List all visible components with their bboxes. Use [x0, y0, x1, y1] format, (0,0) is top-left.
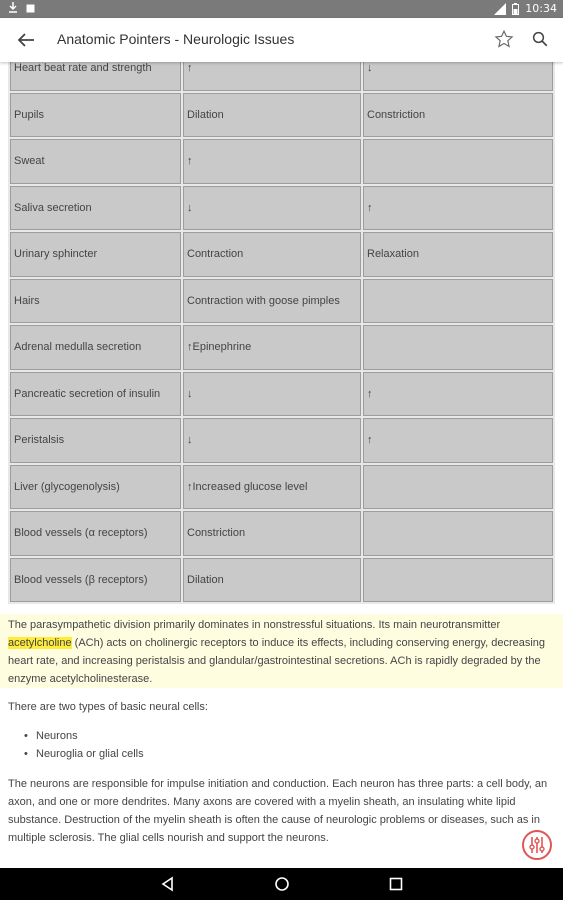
row-label-cell: Sweat: [10, 139, 181, 184]
sympathetic-cell: ↑: [183, 62, 361, 91]
paragraph-text: (ACh) acts on cholinergic receptors to induce its effects, including conserving energy, decreasing heart rate, and increasing peristalsis and glandular/gastrointestinal secretions. ACh is rapidly degraded by the enzyme acetylcholinesterase.: [8, 637, 546, 685]
download-icon: [8, 2, 18, 14]
row-label-cell: Pupils: [10, 93, 181, 138]
highlighted-term[interactable]: acetylcholine: [8, 637, 72, 649]
row-label-cell: Liver (glycogenolysis): [10, 465, 181, 510]
table-row: [10, 558, 553, 603]
table-row: [10, 186, 553, 231]
sympathetic-cell: Dilation: [183, 93, 361, 138]
row-label-cell: Peristalsis: [10, 418, 181, 463]
sympathetic-cell: Contraction with goose pimples: [183, 279, 361, 324]
table-row: [10, 93, 553, 138]
parasympathetic-paragraph: [0, 614, 563, 688]
signal-icon: [494, 3, 506, 15]
parasympathetic-cell: Constriction: [363, 93, 553, 138]
parasympathetic-cell: ↓: [363, 62, 553, 91]
table-row: [10, 325, 553, 370]
neural-cells-list: [36, 727, 144, 763]
list-item: • Neurons: [36, 727, 144, 745]
square-icon: [26, 4, 35, 13]
parasympathetic-cell: [363, 511, 553, 556]
table-row: [10, 465, 553, 510]
row-label-cell: Urinary sphincter: [10, 232, 181, 277]
parasympathetic-cell: ↑: [363, 372, 553, 417]
parasympathetic-cell: [363, 279, 553, 324]
sympathetic-cell: ↑Epinephrine: [183, 325, 361, 370]
row-label-cell: Pancreatic secretion of insulin: [10, 372, 181, 417]
row-label-cell: Adrenal medulla secretion: [10, 325, 181, 370]
parasympathetic-cell: [363, 139, 553, 184]
nav-home-icon[interactable]: [274, 876, 290, 892]
parasympathetic-cell: [363, 325, 553, 370]
comparison-table: [8, 62, 555, 604]
row-label-cell: Blood vessels (β receptors): [10, 558, 181, 603]
sympathetic-cell: Dilation: [183, 558, 361, 603]
sympathetic-cell: ↑Increased glucose level: [183, 465, 361, 510]
back-arrow-icon[interactable]: [14, 28, 38, 52]
settings-sliders-icon: [524, 832, 550, 858]
sympathetic-cell: Constriction: [183, 511, 361, 556]
list-item: • Neuroglia or glial cells: [36, 745, 144, 763]
parasympathetic-cell: ↑: [363, 418, 553, 463]
table-row: [10, 418, 553, 463]
system-nav-bar: [0, 868, 563, 900]
battery-icon: [512, 3, 519, 15]
settings-fab[interactable]: [522, 830, 552, 860]
row-label-cell: Blood vessels (α receptors): [10, 511, 181, 556]
parasympathetic-cell: [363, 465, 553, 510]
row-label-cell: Saliva secretion: [10, 186, 181, 231]
parasympathetic-cell: Relaxation: [363, 232, 553, 277]
sympathetic-cell: ↓: [183, 418, 361, 463]
sympathetic-cell: Contraction: [183, 232, 361, 277]
table-row: [10, 279, 553, 324]
neural-cells-intro: There are two types of basic neural cells:: [8, 701, 208, 713]
row-label-cell: Heart beat rate and strength: [10, 62, 181, 91]
table-row: [10, 232, 553, 277]
neurons-paragraph: The neurons are responsible for impulse initiation and conduction. Each neuron has three parts: a cell body, an axon, and one or more dendrites. Many axons are covered with a myelin sheath, an insulating white lipid substance. Destruction of the myelin sheath is often the cause of neurologic problems or diseases, such as in multiple sclerosis. The glial cells nourish and support the neurons.: [8, 778, 548, 844]
table-row: [10, 139, 553, 184]
sympathetic-cell: ↓: [183, 372, 361, 417]
sympathetic-cell: ↑: [183, 139, 361, 184]
nav-back-icon[interactable]: [160, 876, 176, 892]
parasympathetic-cell: [363, 558, 553, 603]
status-bar: [0, 0, 563, 18]
table-row: [10, 511, 553, 556]
page-title: Anatomic Pointers - Neurologic Issues: [57, 31, 295, 47]
table-row: [10, 372, 553, 417]
row-label-cell: Hairs: [10, 279, 181, 324]
parasympathetic-cell: ↑: [363, 186, 553, 231]
sympathetic-cell: ↓: [183, 186, 361, 231]
nav-recents-icon[interactable]: [388, 876, 404, 892]
paragraph-text: The parasympathetic division primarily dominates in nonstressful situations. Its main neurotransmitter: [8, 619, 501, 631]
search-icon[interactable]: [531, 30, 549, 48]
content-area[interactable]: [0, 62, 563, 868]
app-bar: [0, 18, 563, 62]
status-time: 10:34: [525, 2, 557, 15]
star-outline-icon[interactable]: [494, 29, 514, 49]
table-row: [10, 62, 553, 91]
